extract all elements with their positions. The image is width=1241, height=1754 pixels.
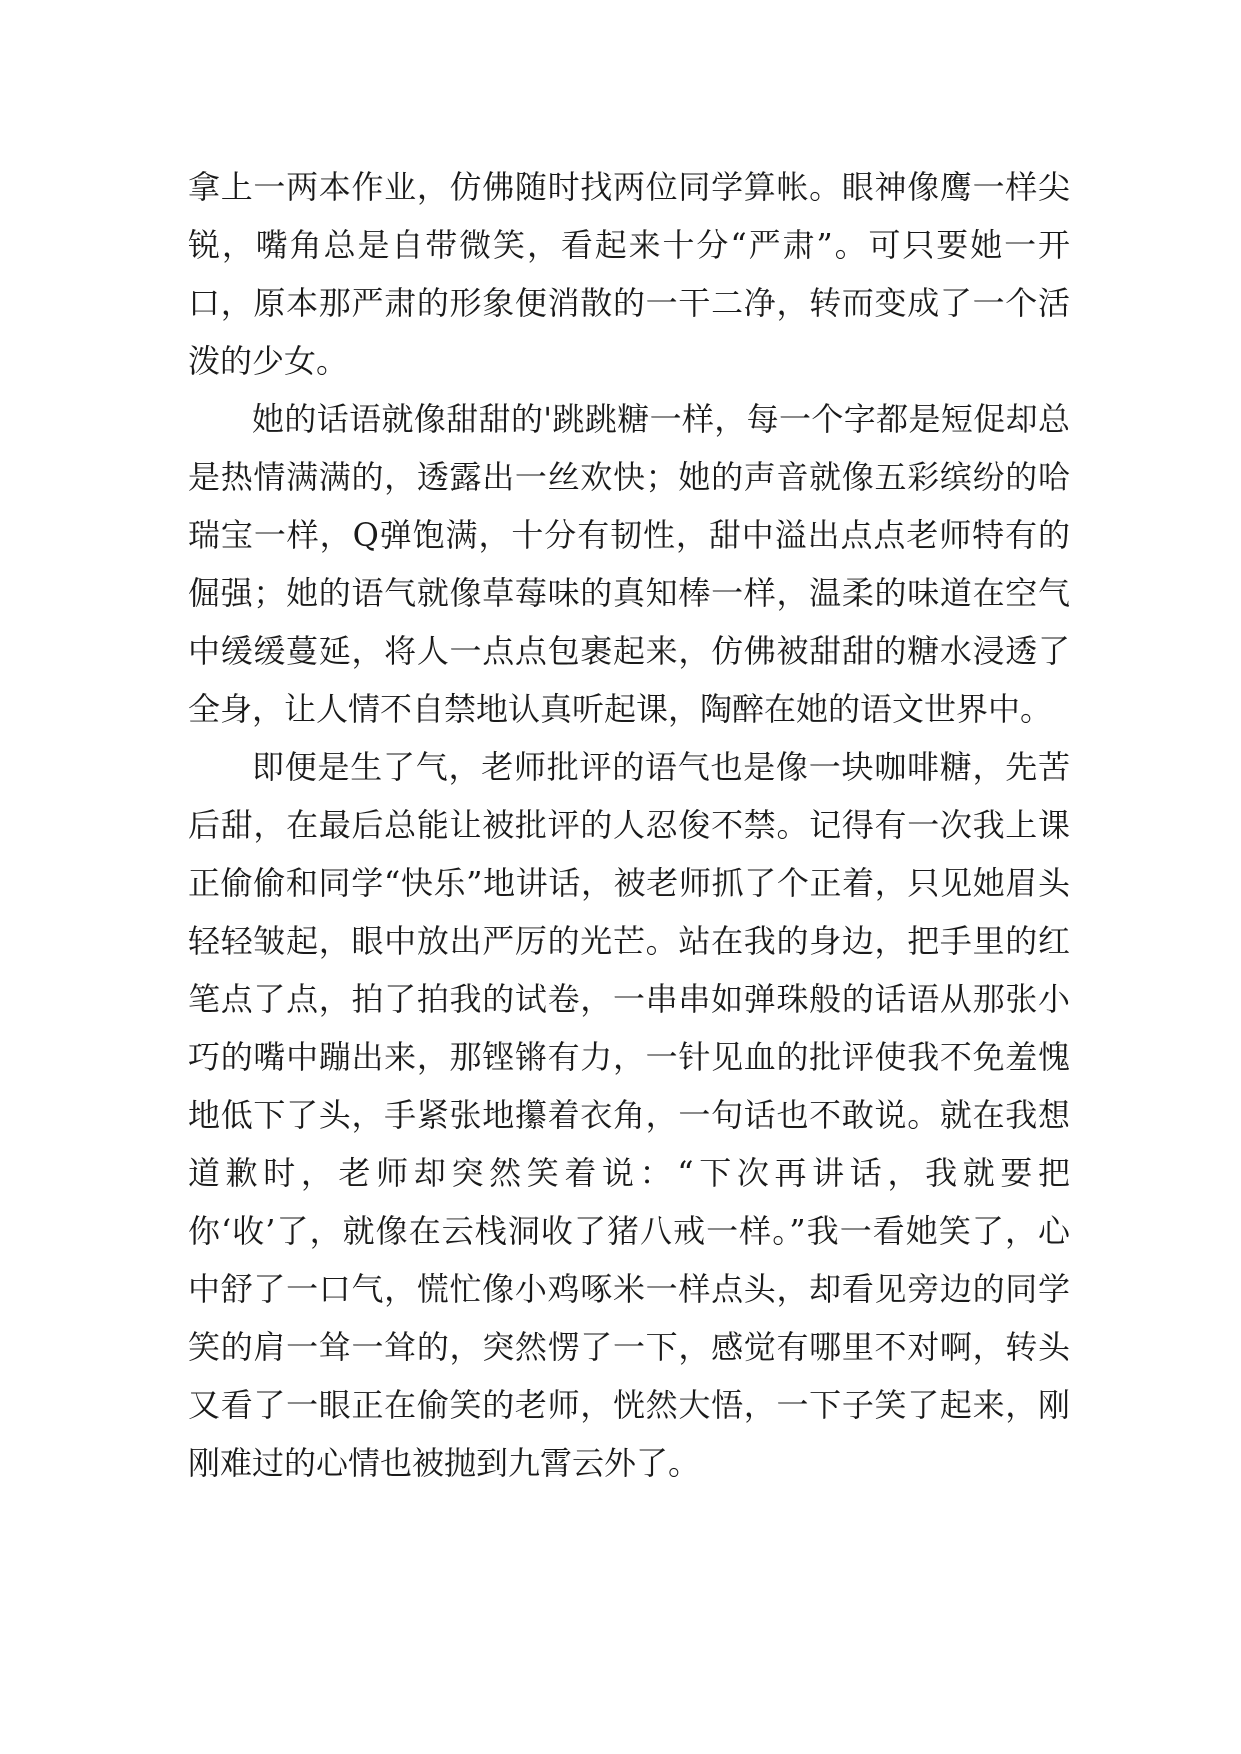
document-body — [188, 158, 1070, 1492]
paragraph-1: 拿上一两本作业，仿佛随时找两位同学算帐。眼神像鹰一样尖锐，嘴角总是自带微笑，看起来十分“严肃”。可只要她一开口，原本那严肃的形象便消散的一干二净，转而变成了一个活泼的少女。 — [188, 168, 1070, 380]
paragraph-3: 即便是生了气，老师批评的语气也是像一块咖啡糖，先苦后甜，在最后总能让被批评的人忍俊不禁。记得有一次我上课正偷偷和同学“快乐”地讲话，被老师抓了个正着，只见她眉头轻轻皱起，眼中放出严厉的光芒。站在我的身边，把手里的红笔点了点，拍了拍我的试卷，一串串如弹珠般的话语从那张小巧的嘴中蹦出来，那铿锵有力，一针见血的批评使我不免羞愧地低下了头，手紧张地攥着衣角，一句话也不敢说。就在我想道歉时，老师却突然笑着说：“下次再讲话，我就要把你‘收’了，就像在云栈洞收了猪八戒一样。”我一看她笑了，心中舒了一口气，慌忙像小鸡啄米一样点头，却看见旁边的同学笑的肩一耸一耸的，突然愣了一下，感觉有哪里不对啊，转头又看了一眼正在偷笑的老师，恍然大悟，一下子笑了起来，刚刚难过的心情也被抛到九霄云外了。 — [188, 748, 1070, 1482]
paragraph-2: 她的话语就像甜甜的'跳跳糖一样，每一个字都是短促却总是热情满满的，透露出一丝欢快；她的声音就像五彩缤纷的哈瑞宝一样，Q弹饱满，十分有韧性，甜中溢出点点老师特有的倔强；她的语气就像草莓味的真知棒一样，温柔的味道在空气中缓缓蔓延，将人一点点包裹起来，仿佛被甜甜的糖水浸透了全身，让人情不自禁地认真听起课，陶醉在她的语文世界中。 — [188, 400, 1070, 728]
